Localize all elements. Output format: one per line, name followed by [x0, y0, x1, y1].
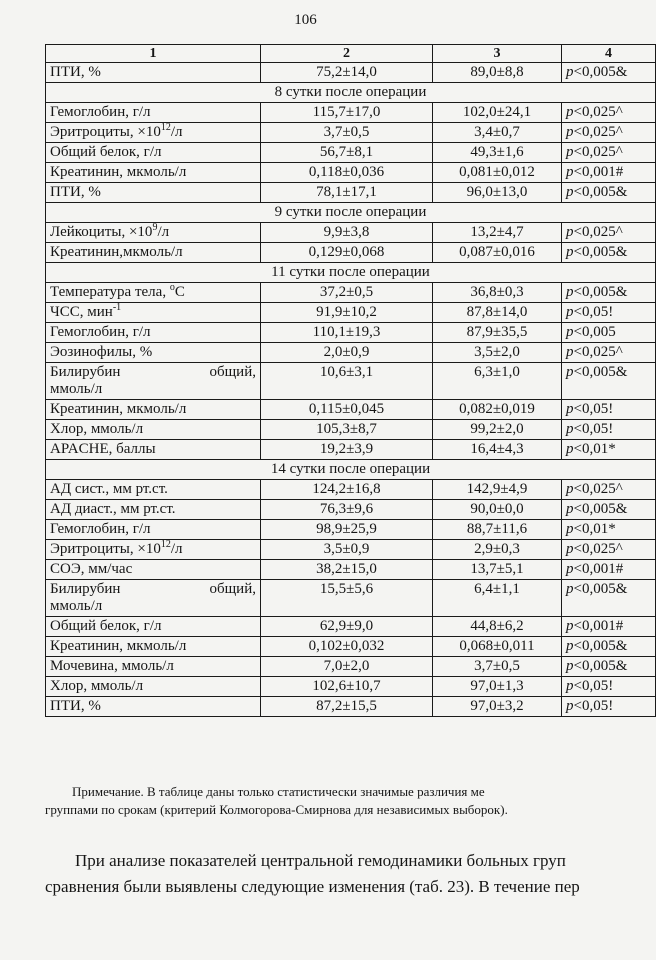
p-value: <0,025^ [573, 541, 623, 557]
table-header-row [46, 45, 656, 63]
group3-value: 16,4±4,3 [433, 440, 562, 460]
p-value: <0,025^ [573, 481, 623, 497]
group3-value: 13,7±5,1 [433, 560, 562, 580]
indicator-label: ПТИ, % [50, 184, 101, 200]
group2-value: 124,2±16,8 [261, 480, 433, 500]
p-symbol: p [566, 581, 574, 597]
group2-value: 76,3±9,6 [261, 500, 433, 520]
group2-value: 78,1±17,1 [261, 183, 433, 203]
indicator-label: Общий белок, г/л [50, 618, 162, 634]
p-symbol: p [566, 104, 574, 120]
group3-value: 6,4±1,1 [433, 580, 562, 617]
p-symbol: p [566, 638, 574, 654]
table-row [46, 440, 656, 460]
table-row [46, 520, 656, 540]
group2-value: 75,2±14,0 [261, 63, 433, 83]
indicator-cell [46, 163, 261, 183]
p-value-cell [562, 480, 656, 500]
p-value: <0,05! [573, 421, 614, 437]
p-value-cell [562, 63, 656, 83]
table-row [46, 283, 656, 303]
indicator-cell [46, 400, 261, 420]
indicator-label: Эритроциты, ×10 [50, 541, 161, 557]
indicator-cell [46, 123, 261, 143]
group3-value: 13,2±4,7 [433, 223, 562, 243]
p-value-cell [562, 243, 656, 263]
p-symbol: p [566, 344, 574, 360]
p-value: <0,025^ [573, 344, 623, 360]
group3-value: 87,8±14,0 [433, 303, 562, 323]
indicator-unit: /л [157, 224, 170, 240]
p-symbol: p [566, 401, 574, 417]
p-symbol: p [566, 441, 574, 457]
p-value-cell [562, 420, 656, 440]
indicator-label: Билирубин [50, 581, 121, 597]
table-row [46, 343, 656, 363]
indicator-label: Мочевина, ммоль/л [50, 658, 174, 674]
paragraph-line: При анализе показателей центральной гемодинамики больных груп [75, 851, 566, 870]
indicator-label: Общий белок, г/л [50, 144, 162, 160]
indicator-cell [46, 697, 261, 717]
p-symbol: p [566, 658, 574, 674]
p-symbol: p [566, 521, 574, 537]
p-value: <0,05! [573, 678, 614, 694]
group2-value: 0,115±0,045 [261, 400, 433, 420]
indicator-cell [46, 580, 261, 617]
p-value-cell [562, 697, 656, 717]
indicator-label: Эозинофилы, % [50, 344, 153, 360]
indicator-exponent: o [169, 282, 175, 293]
group3-value: 49,3±1,6 [433, 143, 562, 163]
p-value: <0,001# [573, 561, 624, 577]
indicator-cell [46, 420, 261, 440]
indicator-label: ЧСС, мин [50, 304, 113, 320]
p-value-cell [562, 163, 656, 183]
indicator-label: СОЭ, мм/час [50, 561, 133, 577]
indicator-label: Билирубин [50, 364, 121, 380]
p-value: <0,005& [573, 581, 628, 597]
indicator-cell [46, 480, 261, 500]
p-value: <0,005& [573, 64, 628, 80]
section-row [46, 203, 656, 223]
note-line: группами по срокам (критерий Колмогорова-Смирнова для независимых выборок). [45, 802, 508, 817]
indicator-cell [46, 243, 261, 263]
p-value-cell [562, 303, 656, 323]
indicator-cell [46, 283, 261, 303]
p-value-cell [562, 343, 656, 363]
p-value: <0,025^ [573, 124, 623, 140]
indicator-cell [46, 303, 261, 323]
p-symbol: p [566, 224, 574, 240]
group2-value: 102,6±10,7 [261, 677, 433, 697]
p-value-cell [562, 520, 656, 540]
p-symbol: p [566, 421, 574, 437]
p-value-cell [562, 657, 656, 677]
indicator-cell [46, 143, 261, 163]
indicator-unit: /л [170, 541, 183, 557]
indicator-cell [46, 657, 261, 677]
table-row [46, 163, 656, 183]
indicator-cell [46, 637, 261, 657]
header-cell: 3 [433, 45, 562, 63]
table-row [46, 697, 656, 717]
p-value: <0,025^ [573, 144, 623, 160]
p-value-cell [562, 183, 656, 203]
group2-value: 0,129±0,068 [261, 243, 433, 263]
section-row [46, 83, 656, 103]
table-row [46, 143, 656, 163]
table-row [46, 500, 656, 520]
group3-value: 97,0±1,3 [433, 677, 562, 697]
group2-value: 110,1±19,3 [261, 323, 433, 343]
group3-value: 87,9±35,5 [433, 323, 562, 343]
group2-value: 10,6±3,1 [261, 363, 433, 400]
indicator-cell [46, 343, 261, 363]
section-title: 8 сутки после операции [46, 83, 656, 103]
group3-value: 0,081±0,012 [433, 163, 562, 183]
table-row [46, 677, 656, 697]
indicator-label: Креатинин, мкмоль/л [50, 401, 187, 417]
indicator-label: АД диаст., мм рт.ст. [50, 501, 176, 517]
p-symbol: p [566, 501, 574, 517]
header-cell: 1 [46, 45, 261, 63]
indicator-label: АД сист., мм рт.ст. [50, 481, 168, 497]
p-value: <0,025^ [573, 104, 623, 120]
table-row [46, 480, 656, 500]
p-value: <0,005& [573, 244, 628, 260]
indicator-label: Гемоглобин, г/л [50, 521, 151, 537]
group3-value: 142,9±4,9 [433, 480, 562, 500]
p-value-cell [562, 323, 656, 343]
p-value-cell [562, 143, 656, 163]
p-symbol: p [566, 164, 574, 180]
group3-value: 6,3±1,0 [433, 363, 562, 400]
group3-value: 102,0±24,1 [433, 103, 562, 123]
p-symbol: p [566, 124, 574, 140]
p-symbol: p [566, 561, 574, 577]
group3-value: 3,7±0,5 [433, 657, 562, 677]
table-row [46, 540, 656, 560]
p-symbol: p [566, 284, 574, 300]
indicator-label: Лейкоциты, ×10 [50, 224, 153, 240]
p-value: <0,05! [573, 401, 614, 417]
p-symbol: p [566, 64, 574, 80]
group3-value: 3,5±2,0 [433, 343, 562, 363]
indicator-cell [46, 323, 261, 343]
indicator-cell [46, 617, 261, 637]
table-row [46, 243, 656, 263]
p-value: <0,05! [573, 698, 614, 714]
section-title: 9 сутки после операции [46, 203, 656, 223]
indicator-cell [46, 183, 261, 203]
p-value: <0,005& [573, 284, 628, 300]
indicator-cell [46, 677, 261, 697]
results-table [45, 44, 656, 717]
indicator-cell [46, 520, 261, 540]
indicator-cell [46, 63, 261, 83]
indicator-exponent: -1 [112, 302, 122, 313]
p-value: <0,005& [573, 658, 628, 674]
p-symbol: p [566, 481, 574, 497]
group3-value: 3,4±0,7 [433, 123, 562, 143]
group2-value: 2,0±0,9 [261, 343, 433, 363]
p-value: <0,01* [573, 521, 616, 537]
section-row [46, 460, 656, 480]
p-symbol: p [566, 244, 574, 260]
p-symbol: p [566, 304, 574, 320]
table-row [46, 637, 656, 657]
p-value: <0,005& [573, 184, 628, 200]
indicator-exponent: 12 [160, 539, 171, 550]
group3-value: 99,2±2,0 [433, 420, 562, 440]
p-value-cell [562, 637, 656, 657]
indicator-unit: C [174, 284, 185, 300]
p-value-cell [562, 123, 656, 143]
p-value-cell [562, 540, 656, 560]
indicator-label: APACHE, баллы [50, 441, 156, 457]
indicator-cell [46, 223, 261, 243]
section-title: 11 сутки после операции [46, 263, 656, 283]
p-symbol: p [566, 541, 574, 557]
group3-value: 0,082±0,019 [433, 400, 562, 420]
table-row [46, 400, 656, 420]
p-value: <0,01* [573, 441, 616, 457]
p-value: <0,005 [573, 324, 616, 340]
indicator-label: общий, [209, 364, 256, 380]
indicator-cell [46, 560, 261, 580]
indicator-label: Креатинин,мкмоль/л [50, 244, 183, 260]
group3-value: 90,0±0,0 [433, 500, 562, 520]
group2-value: 105,3±8,7 [261, 420, 433, 440]
group2-value: 19,2±3,9 [261, 440, 433, 460]
table-row [46, 560, 656, 580]
p-value: <0,005& [573, 501, 628, 517]
table-body [46, 63, 656, 717]
paragraph-line: сравнения были выявлены следующие изменения (таб. 23). В течение пер [45, 877, 580, 896]
table-row [46, 420, 656, 440]
p-value-cell [562, 580, 656, 617]
table-row [46, 123, 656, 143]
p-value: <0,005& [573, 364, 628, 380]
group2-value: 98,9±25,9 [261, 520, 433, 540]
table-row [46, 323, 656, 343]
indicator-cell [46, 363, 261, 400]
p-value: <0,025^ [573, 224, 623, 240]
group2-value: 9,9±3,8 [261, 223, 433, 243]
p-symbol: p [566, 364, 574, 380]
indicator-label: Гемоглобин, г/л [50, 104, 151, 120]
group2-value: 7,0±2,0 [261, 657, 433, 677]
p-symbol: p [566, 698, 574, 714]
indicator-label: ммоль/л [50, 598, 103, 614]
p-value-cell [562, 617, 656, 637]
page-number: 106 [294, 12, 317, 28]
note-line: Примечание. В таблице даны только статистически значимые различия ме [72, 784, 485, 799]
indicator-label: общий, [209, 581, 256, 597]
group2-value: 115,7±17,0 [261, 103, 433, 123]
indicator-label: Хлор, ммоль/л [50, 421, 144, 437]
group2-value: 0,118±0,036 [261, 163, 433, 183]
header-cell: 2 [261, 45, 433, 63]
p-symbol: p [566, 184, 574, 200]
p-value-cell [562, 363, 656, 400]
p-value-cell [562, 400, 656, 420]
table-row [46, 223, 656, 243]
group3-value: 0,087±0,016 [433, 243, 562, 263]
p-symbol: p [566, 144, 574, 160]
group3-value: 44,8±6,2 [433, 617, 562, 637]
indicator-cell [46, 103, 261, 123]
group2-value: 87,2±15,5 [261, 697, 433, 717]
body-paragraph [45, 848, 645, 900]
group2-value: 38,2±15,0 [261, 560, 433, 580]
table-note [45, 783, 645, 819]
indicator-label: Температура тела, [50, 284, 170, 300]
p-value-cell [562, 103, 656, 123]
group2-value: 0,102±0,032 [261, 637, 433, 657]
p-symbol: p [566, 324, 574, 340]
table-row [46, 657, 656, 677]
section-row [46, 263, 656, 283]
table-row [46, 580, 656, 617]
group3-value: 36,8±0,3 [433, 283, 562, 303]
group2-value: 62,9±9,0 [261, 617, 433, 637]
indicator-label: Креатинин, мкмоль/л [50, 638, 187, 654]
indicator-label: ПТИ, % [50, 64, 101, 80]
indicator-label: ммоль/л [50, 381, 103, 397]
p-symbol: p [566, 678, 574, 694]
group2-value: 37,2±0,5 [261, 283, 433, 303]
group2-value: 3,7±0,5 [261, 123, 433, 143]
p-symbol: p [566, 618, 574, 634]
indicator-label: Эритроциты, ×10 [50, 124, 161, 140]
table-row [46, 103, 656, 123]
table-row [46, 63, 656, 83]
p-value-cell [562, 283, 656, 303]
group3-value: 0,068±0,011 [433, 637, 562, 657]
p-value-cell [562, 223, 656, 243]
p-value-cell [562, 677, 656, 697]
indicator-exponent: 9 [152, 222, 158, 233]
indicator-exponent: 12 [160, 122, 171, 133]
p-value-cell [562, 500, 656, 520]
indicator-label: Гемоглобин, г/л [50, 324, 151, 340]
p-value-cell [562, 560, 656, 580]
table-row [46, 363, 656, 400]
indicator-label: Креатинин, мкмоль/л [50, 164, 187, 180]
indicator-unit: /л [170, 124, 183, 140]
indicator-label: Хлор, ммоль/л [50, 678, 144, 694]
p-value: <0,001# [573, 164, 624, 180]
group2-value: 56,7±8,1 [261, 143, 433, 163]
indicator-cell [46, 440, 261, 460]
table-row [46, 617, 656, 637]
p-value: <0,005& [573, 638, 628, 654]
group3-value: 89,0±8,8 [433, 63, 562, 83]
indicator-cell [46, 540, 261, 560]
p-value: <0,001# [573, 618, 624, 634]
group2-value: 91,9±10,2 [261, 303, 433, 323]
group2-value: 15,5±5,6 [261, 580, 433, 617]
section-title: 14 сутки после операции [46, 460, 656, 480]
indicator-label: ПТИ, % [50, 698, 101, 714]
header-cell: 4 [562, 45, 656, 63]
group3-value: 96,0±13,0 [433, 183, 562, 203]
group2-value: 3,5±0,9 [261, 540, 433, 560]
table-row [46, 183, 656, 203]
indicator-cell [46, 500, 261, 520]
p-value: <0,05! [573, 304, 614, 320]
table-row [46, 303, 656, 323]
p-value-cell [562, 440, 656, 460]
group3-value: 2,9±0,3 [433, 540, 562, 560]
group3-value: 97,0±3,2 [433, 697, 562, 717]
group3-value: 88,7±11,6 [433, 520, 562, 540]
